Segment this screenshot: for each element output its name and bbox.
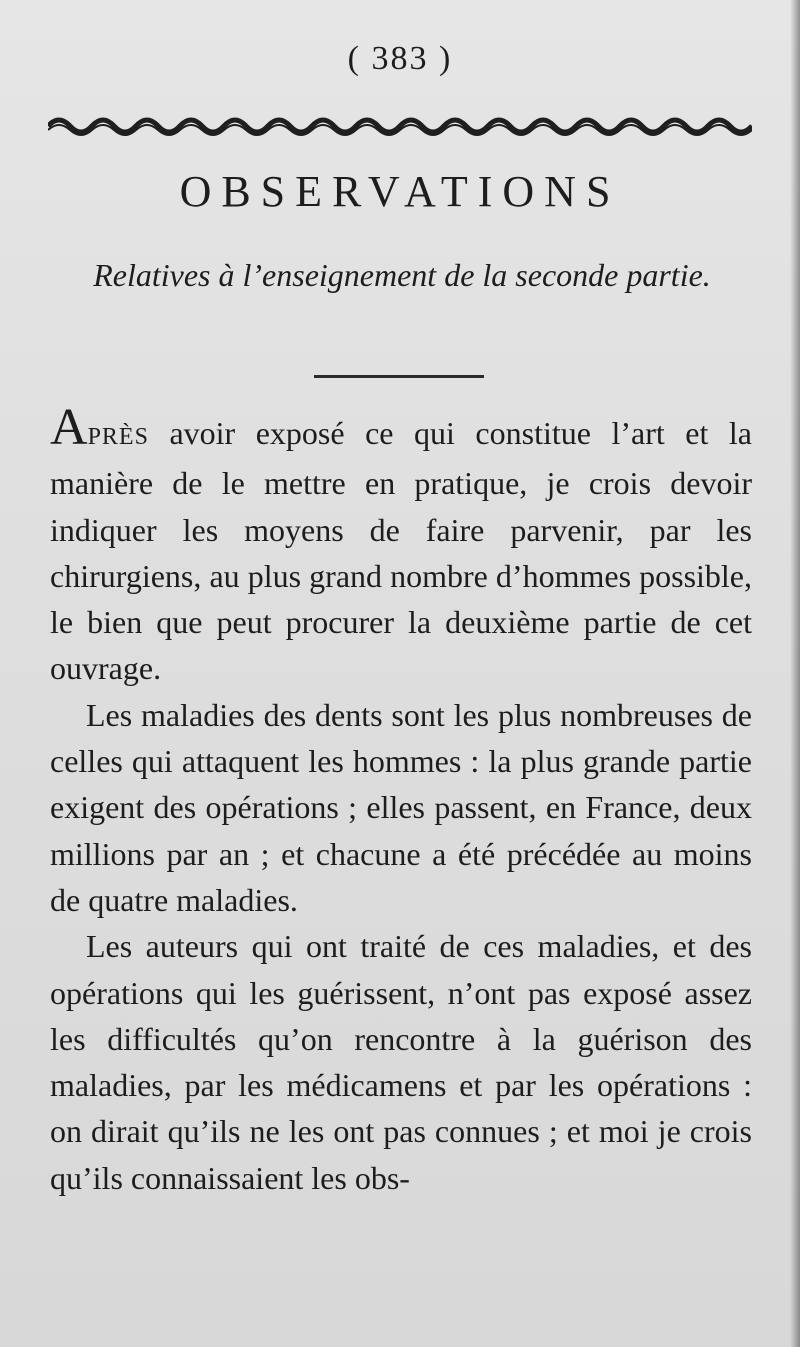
paragraph-1: [50, 399, 752, 692]
small-caps-word: PRÈS: [87, 424, 149, 450]
section-title: OBSERVATIONS: [179, 167, 621, 216]
short-rule-divider: [314, 375, 484, 378]
paragraph-1-text: avoir exposé ce qui constitue l’art et la manière de le mettre en pratique, je crois devoir indiquer les moyens de faire parvenir, par les chirurgiens, au plus grand nombre d’hommes possible, le bien que peut procurer la deuxième partie de cet ouvrage.: [50, 415, 752, 687]
drop-cap-letter: A: [50, 399, 88, 456]
paragraph-2: Les maladies des dents sont les plus nombreuses de celles qui attaquent les hommes : la plus grande partie exigent des opérations ; elles passent, en France, deux millions par an ; et chacune a été précédée au moins de quatre maladies.: [50, 696, 752, 918]
body-text: [50, 399, 752, 1201]
paragraph-3: Les auteurs qui ont traité de ces maladies, et des opérations qui les guérissent, n’ont pas exposé assez les difficultés qu’on rencontre à la guérison des maladies, par les médicamens et par les opérations : on dirait qu’ils ne les ont pas connues ; et moi je crois qu’ils connaissaient les obs-: [50, 928, 752, 1196]
section-subtitle: Relatives à l’enseignement de la seconde partie.: [93, 257, 711, 293]
wavy-ornament-divider: [48, 112, 752, 140]
page-number: ( 383 ): [347, 40, 453, 77]
